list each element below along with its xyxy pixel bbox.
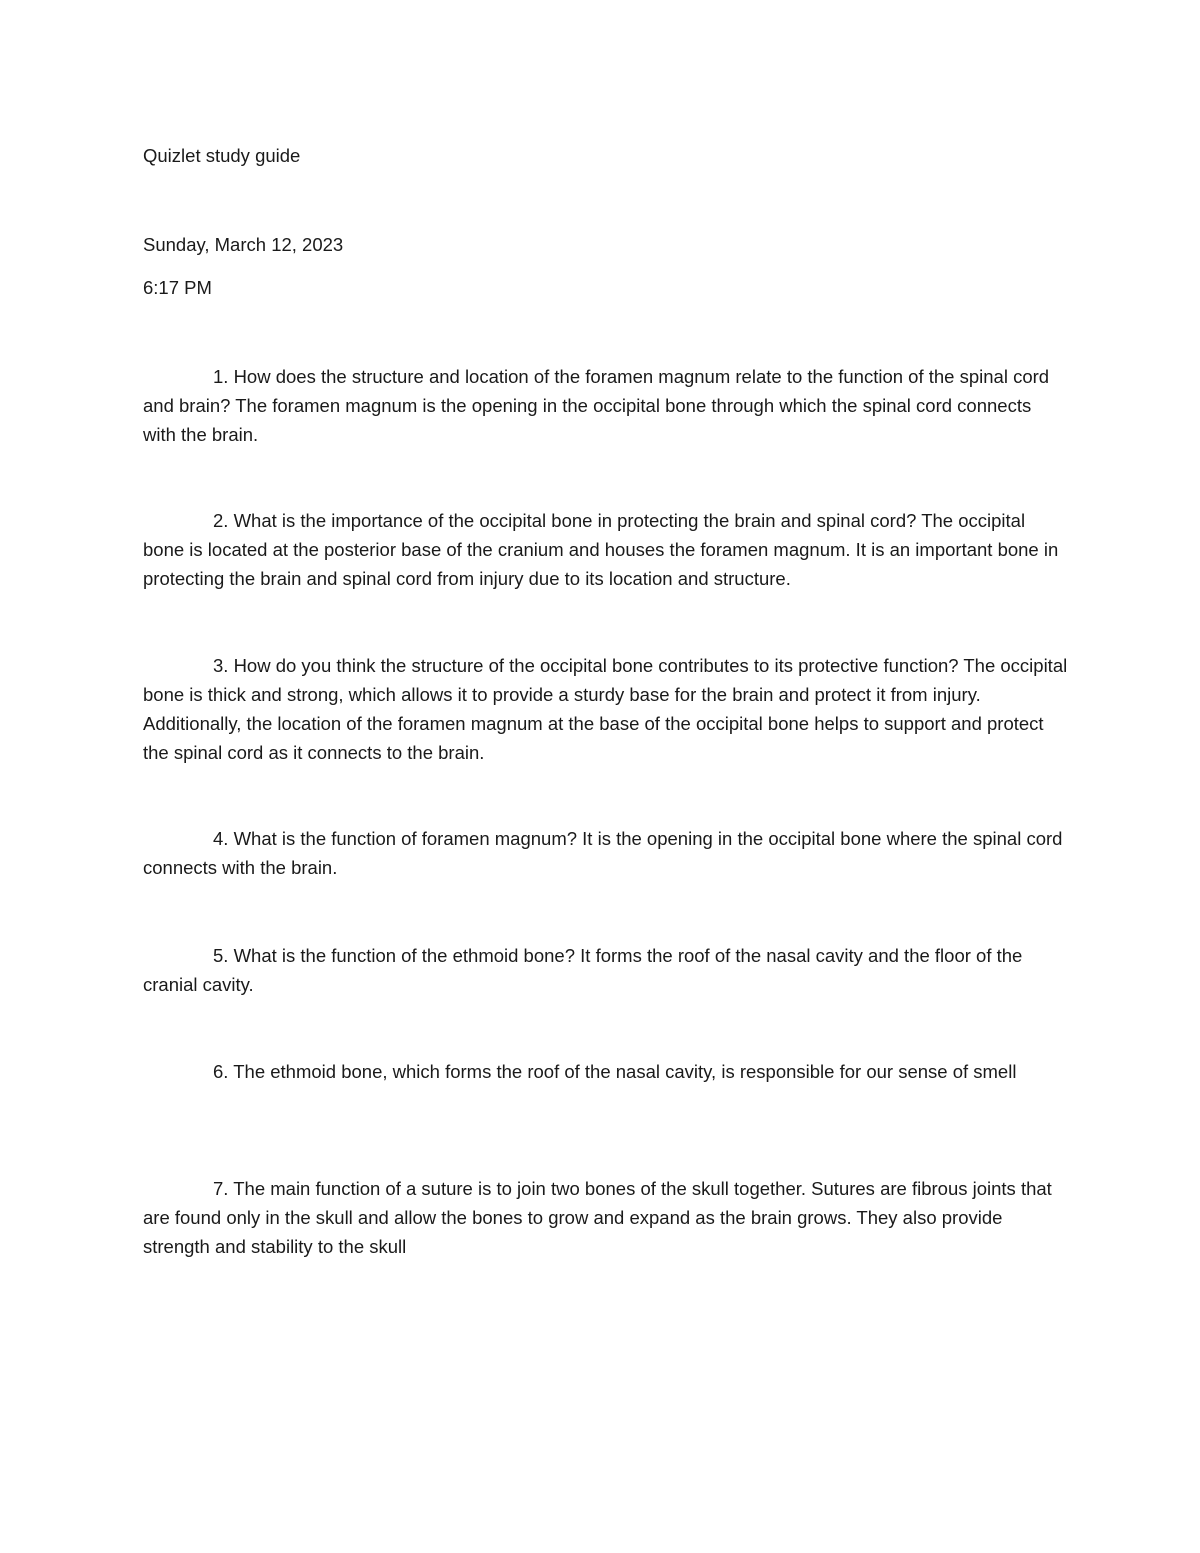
page-time: 6:17 PM <box>143 277 212 298</box>
study-item-7: 7. The main function of a suture is to join two bones of the skull together. Sutures are fibrous joints that are found only in the skull and allow the bones to grow and expand as the brain grows. They also provide strength and stability to the skull <box>143 1178 1052 1257</box>
page-title: Quizlet study guide <box>143 145 301 166</box>
study-item-4: 4. What is the function of foramen magnum? It is the opening in the occipital bone where the spinal cord connects with the brain. <box>143 828 1063 878</box>
study-item-5: 5. What is the function of the ethmoid bone? It forms the roof of the nasal cavity and the floor of the cranial cavity. <box>143 945 1023 995</box>
study-item-2: 2. What is the importance of the occipital bone in protecting the brain and spinal cord? The occipital bone is located at the posterior base of the cranium and houses the foramen magnum. It is an important bone in protecting the brain and spinal cord from injury due to its location and structure. <box>143 510 1059 589</box>
page-date: Sunday, March 12, 2023 <box>143 234 344 255</box>
study-item-6: 6. The ethmoid bone, which forms the roof of the nasal cavity, is responsible for our sense of smell <box>213 1061 1017 1082</box>
study-item-1: 1. How does the structure and location of the foramen magnum relate to the function of the spinal cord and brain? The foramen magnum is the opening in the occipital bone through which the spinal cord connects with the brain. <box>143 366 1050 445</box>
study-item-3: 3. How do you think the structure of the occipital bone contributes to its protective function? The occipital bone is thick and strong, which allows it to provide a sturdy base for the brain and protect it from injury. Additionally, the location of the foramen magnum at the base of the occipital bone helps to support and protect the spinal cord as it connects to the brain. <box>143 655 1068 763</box>
